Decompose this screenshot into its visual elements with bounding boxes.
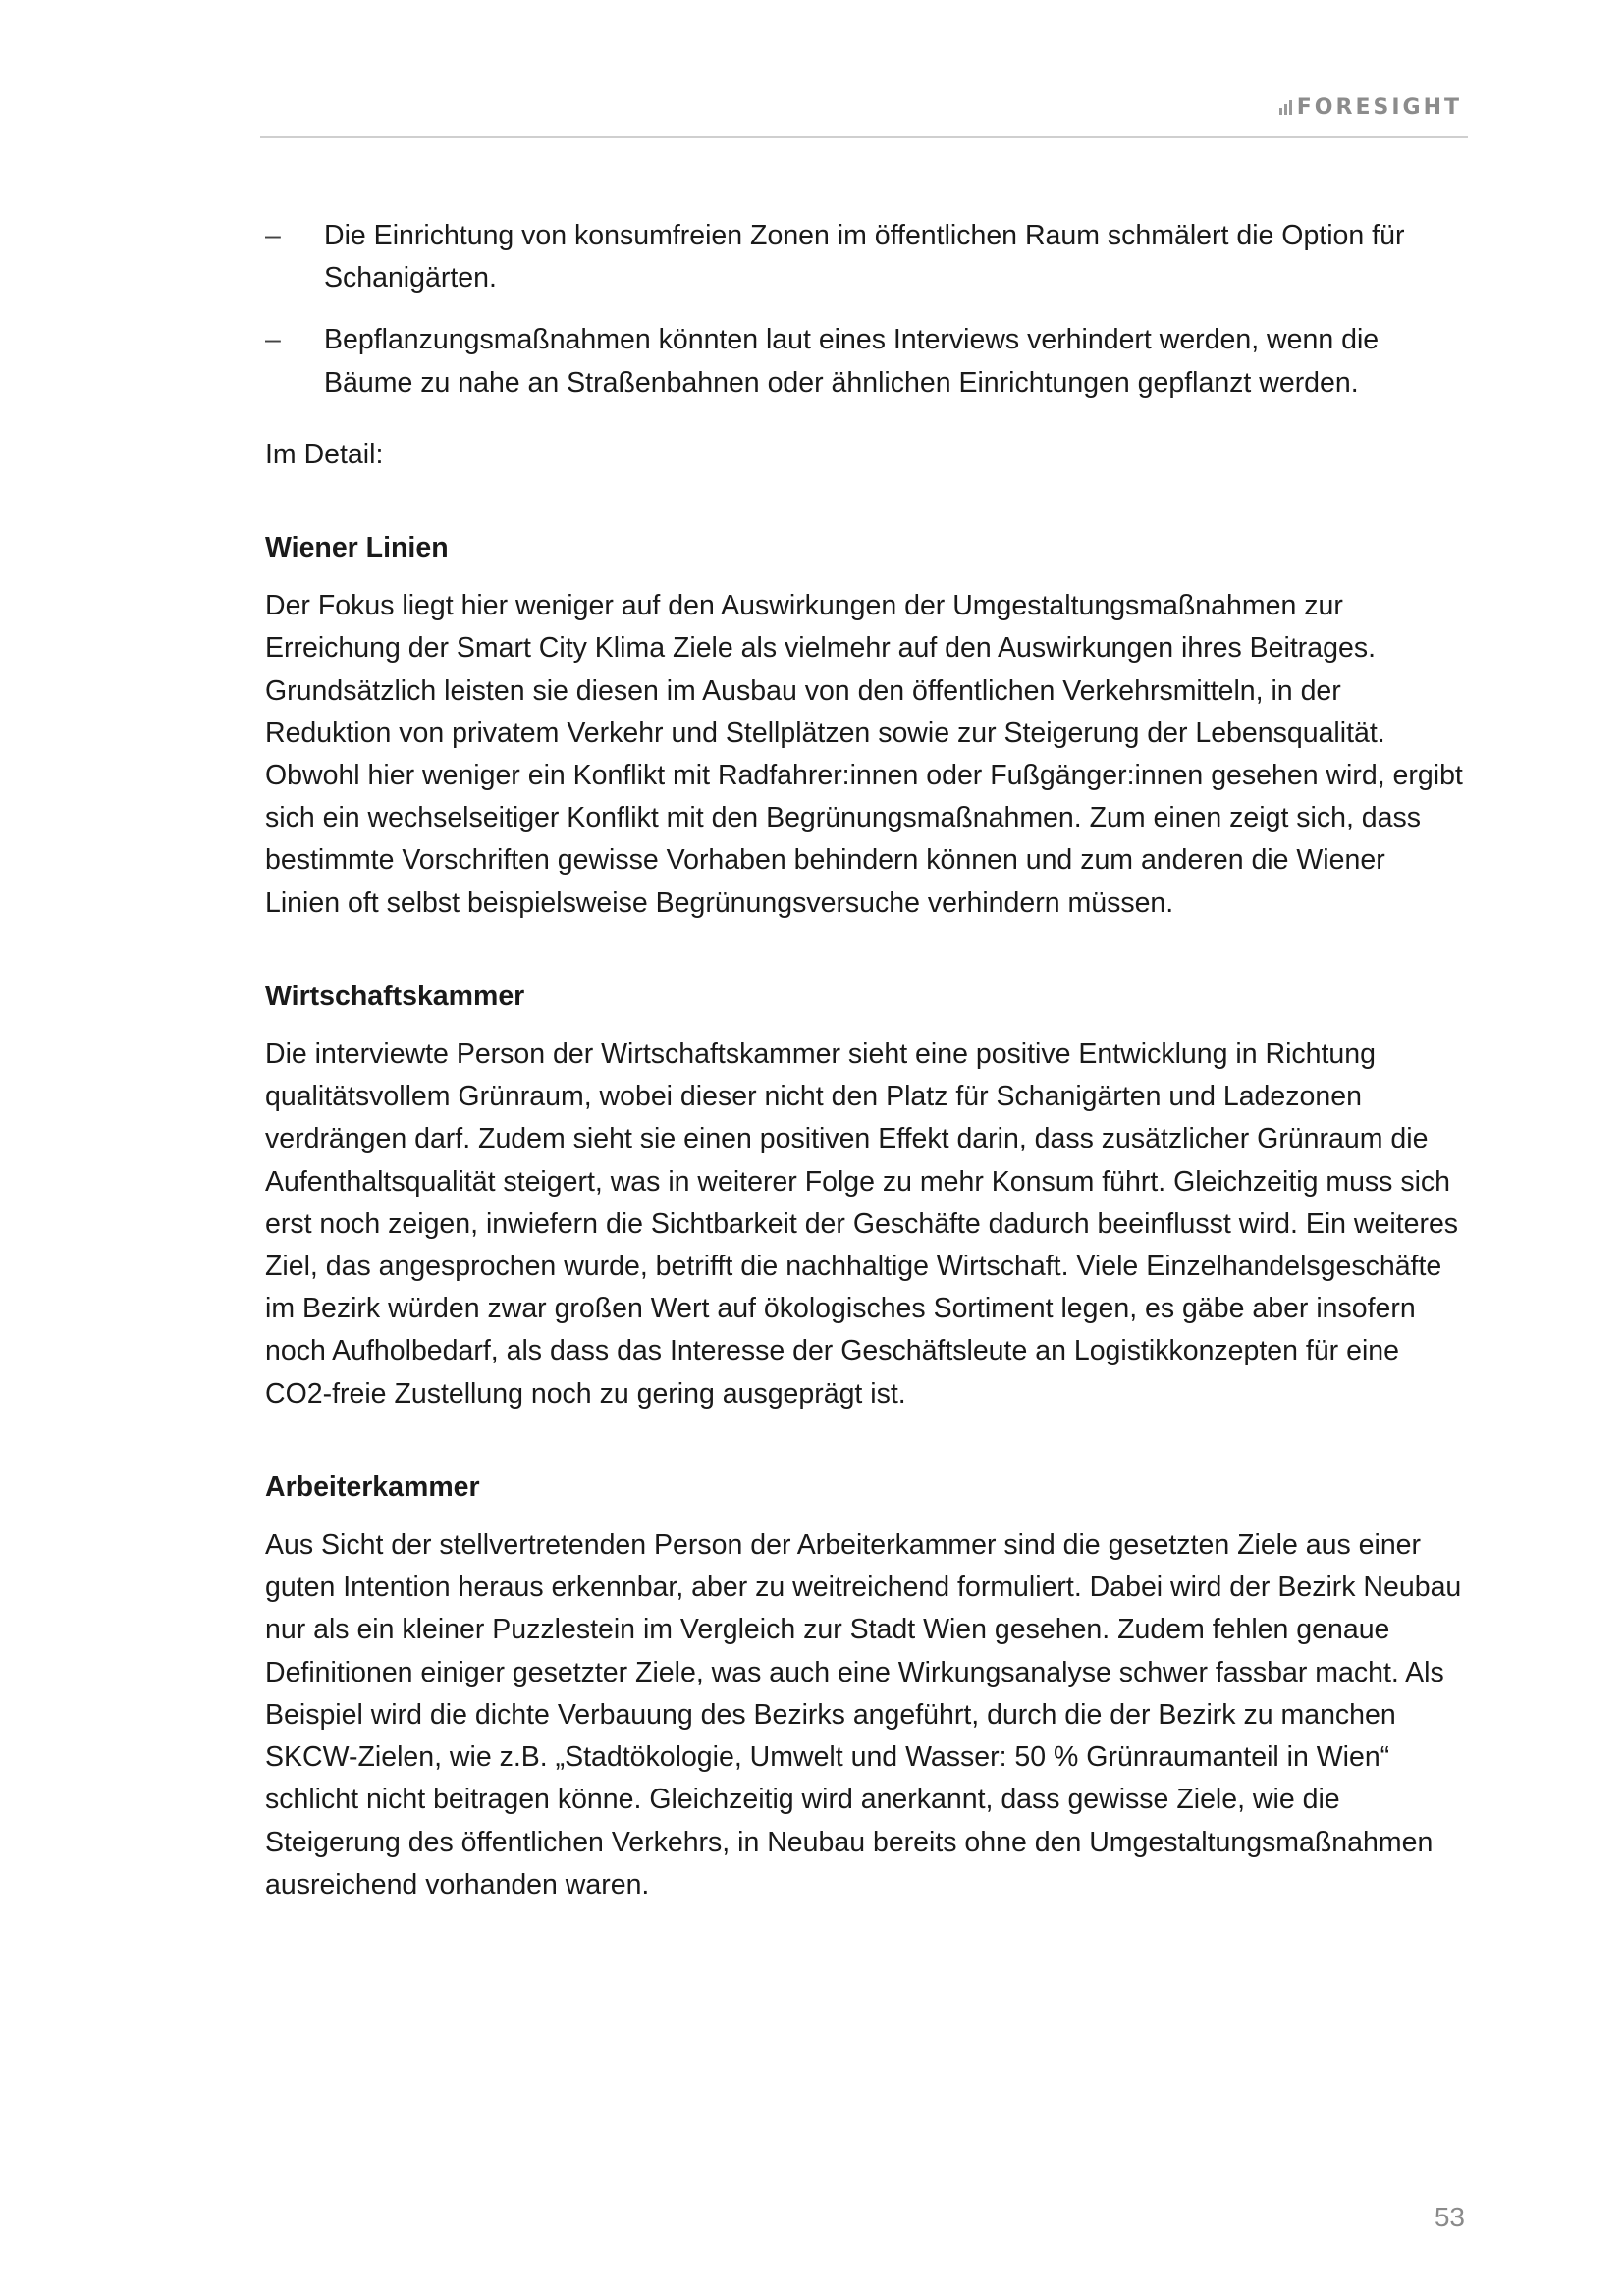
section-heading-wiener-linien: Wiener Linien <box>265 532 449 564</box>
section-text-arbeiterkammer: Aus Sicht der stellvertretenden Person der Arbeiterkammer sind die gesetzten Ziele aus einer guten Intention heraus erkennbar, aber zu weitreichend formuliert. Dabei wird der Bezirk Neubau nur als ein kleiner Puzzlestein im Vergleich zur Stadt Wien gesehen. Zudem fehlen genaue Definitionen einiger gesetzter Ziele, was auch eine Wirkungsanalyse schwer fassbar macht. Als Beispiel wird die dichte Verbauung des Bezirks angeführt, durch die der Bezirk zu manchen SKCW-Zielen, wie z.B. „Stadtökologie, Umwelt und Wasser: 50 % Grünraumanteil in Wien“ schlicht nicht beitragen könne. Gleichzeitig wird anerkannt, dass gewisse Ziele, wie die Steigerung des öffentlichen Verkehrs, in Neubau bereits ohne den Umgestaltungsmaßnahmen ausreichend vorhanden waren. <box>265 1529 1462 1900</box>
bullet-item <box>265 215 1465 299</box>
page-header <box>260 93 1468 138</box>
page-content <box>265 215 1465 1906</box>
foresight-logo <box>1279 97 1462 119</box>
bullet-item <box>265 319 1465 403</box>
bullet-text: Die Einrichtung von konsumfreien Zonen im öffentlichen Raum schmälert die Option für Schanigärten. <box>324 220 1405 294</box>
logo-bars-icon <box>1279 100 1292 115</box>
bullet-dash: – <box>265 324 281 356</box>
section-heading-arbeiterkammer: Arbeiterkammer <box>265 1470 480 1503</box>
section-heading-wirtschaftskammer: Wirtschaftskammer <box>265 980 525 1012</box>
intro-text: Im Detail: <box>265 438 384 470</box>
page-number: 53 <box>1434 2202 1465 2232</box>
section-text-wirtschaftskammer: Die interviewte Person der Wirtschaftskammer sieht eine positive Entwicklung in Richtung qualitätsvollem Grünraum, wobei dieser nicht den Platz für Schanigärten und Ladezonen verdrängen darf. Zudem sieht sie einen positiven Effekt darin, dass zusätzlicher Grünraum die Aufenthaltsqualität steigert, was in weiterer Folge zu mehr Konsum führt. Gleichzeitig muss sich erst noch zeigen, inwiefern die Sichtbarkeit der Geschäfte dadurch beeinflusst wird. Ein weiteres Ziel, das angesprochen wurde, betrifft die nachhaltige Wirtschaft. Viele Einzelhandelsgeschäfte im Bezirk würden zwar großen Wert auf ökologisches Sortiment legen, es gäbe aber insofern noch Aufholbedarf, als dass das Interesse der Geschäftsleute an Logistikkonzepten für eine CO2-freie Zustellung noch zu gering ausgeprägt ist. <box>265 1039 1459 1410</box>
logo-text: FORESIGHT <box>1296 95 1462 120</box>
bullet-dash: – <box>265 220 281 251</box>
bullet-text: Bepflanzungsmaßnahmen könnten laut eines Interviews verhindert werden, wenn die Bäume zu nahe an Straßenbahnen oder ähnlichen Einrichtungen gepflanzt werden. <box>324 324 1380 399</box>
section-text-wiener-linien: Der Fokus liegt hier weniger auf den Auswirkungen der Umgestaltungsmaßnahmen zur Erreichung der Smart City Klima Ziele als vielmehr auf den Auswirkungen ihres Beitrages. Grundsätzlich leisten sie diesen im Ausbau von den öffentlichen Verkehrsmitteln, in der Reduktion von privatem Verkehr und Stellplätzen sowie zur Steigerung der Lebensqualität. Obwohl hier weniger ein Konflikt mit Radfahrer:innen oder Fußgänger:innen gesehen wird, ergibt sich ein wechselseitiger Konflikt mit den Begrünungsmaßnahmen. Zum einen zeigt sich, dass bestimmte Vorschriften gewisse Vorhaben behindern können und zum anderen die Wiener Linien oft selbst beispielsweise Begrünungsversuche verhindern müssen. <box>265 590 1463 919</box>
